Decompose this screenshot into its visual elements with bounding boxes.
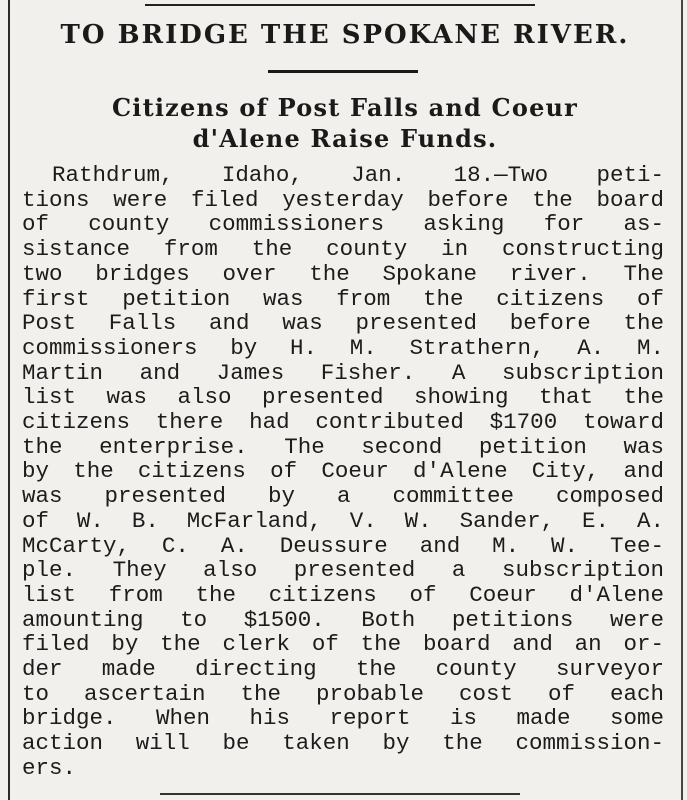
article-line: tions were filed yesterday before the board xyxy=(22,186,664,213)
top-divider xyxy=(145,4,535,6)
article-line: was presented by a committee composed xyxy=(22,483,664,510)
article-line: Rathdrum, Idaho, Jan. 18.—Two peti- xyxy=(52,162,664,188)
article-line: sistance from the county in constructing xyxy=(22,236,664,263)
article-line: two bridges over the Spokane river. The xyxy=(22,260,664,287)
article-line: bridge. When his report is made some xyxy=(22,705,664,732)
article-body xyxy=(22,163,664,781)
article-line: amounting to $1500. Both petitions were xyxy=(22,606,664,633)
article-line: list from the citizens of Coeur d'Alene xyxy=(22,581,664,608)
article-line: of W. B. McFarland, V. W. Sander, E. A. xyxy=(22,507,664,534)
article-line: der made directing the county surveyor xyxy=(22,656,664,683)
bottom-divider xyxy=(160,793,520,795)
subheadline-line-1: Citizens of Post Falls and Coeur xyxy=(111,93,579,122)
subheadline xyxy=(15,92,675,154)
article-line: ple. They also presented a subscription xyxy=(22,557,664,584)
article-line: first petition was from the citizens of xyxy=(22,285,664,312)
article-line: of county commissioners asking for as- xyxy=(22,211,664,238)
subheadline-line-2: d'Alene Raise Funds. xyxy=(192,124,498,153)
headline: TO BRIDGE THE SPOKANE RIVER. xyxy=(60,20,630,50)
article-line: commissioners by H. M. Strathern, A. M. xyxy=(22,334,664,361)
article-line: Post Falls and was presented before the xyxy=(22,310,664,337)
article-line: Martin and James Fisher. A subscription xyxy=(22,359,664,386)
article-line: filed by the clerk of the board and an or- xyxy=(22,631,664,658)
article-line: ers. xyxy=(22,754,77,781)
article-line: the enterprise. The second petition was xyxy=(22,433,664,460)
column-rule-left xyxy=(8,0,10,800)
article-line: list was also presented showing that the xyxy=(22,384,664,411)
article-line: by the citizens of Coeur d'Alene City, and xyxy=(22,458,664,485)
article-line: citizens there had contributed $1700 toward xyxy=(22,409,664,436)
article-line: action will be taken by the commission- xyxy=(22,730,664,757)
article-line: to ascertain the probable cost of each xyxy=(22,680,664,707)
column-rule-right xyxy=(681,0,683,800)
article-line: McCarty, C. A. Deussure and M. W. Tee- xyxy=(22,532,664,559)
headline-divider xyxy=(268,70,418,73)
